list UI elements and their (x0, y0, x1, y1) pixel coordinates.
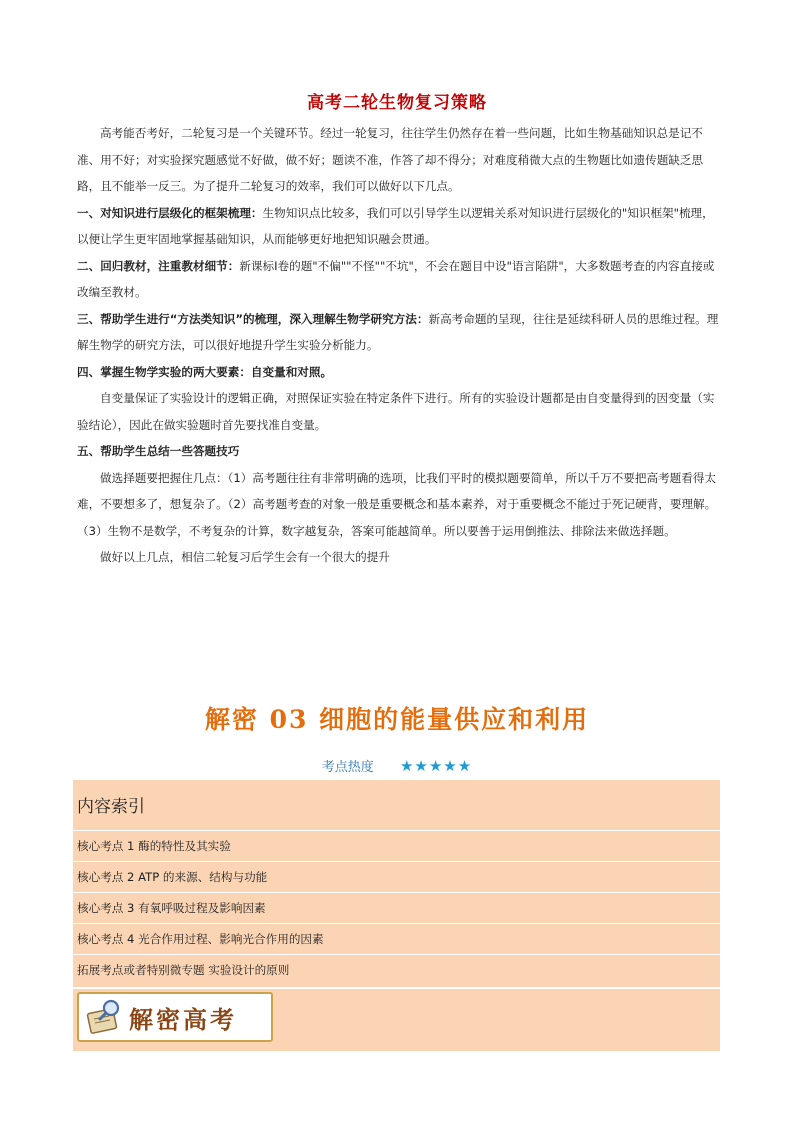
point-2-text: 新课标Ⅰ卷的题"不偏""不怪""不坑"，不会在题目中设"语言陷阱"，大多数题考查的内容直接或改编至教材。 (77, 258, 715, 299)
point-4-text: 自变量保证了实验设计的逻辑正确，对照保证实验在特定条件下进行。所有的实验设计题都是由自变量得到的因变量（实验结论），因此在做实验题时首先要找准自变量。 (77, 391, 715, 432)
closing-paragraph: 做好以上几点，相信二轮复习后学生会有一个很大的提升 (100, 550, 390, 564)
index-item-5: 拓展考点或者特别微专题 实验设计的原则 (73, 954, 720, 985)
heat-label: 考点热度 (321, 760, 374, 775)
strategy-title: 高考二轮生物复习策略 (307, 93, 487, 113)
index-item-4: 核心考点 4 光合作用过程、影响光合作用的因素 (73, 923, 720, 954)
content-index-box (73, 780, 720, 987)
point-5-heading: 五、帮助学生总结一些答题技巧 (77, 444, 240, 458)
jiemi-gaokao-logo (77, 992, 273, 1042)
point-3 (77, 306, 722, 359)
index-item-1: 核心考点 1 酶的特性及其实验 (73, 830, 720, 861)
strategy-body (77, 120, 722, 571)
point-1-text: 生物知识点比较多，我们可以引导学生以逻辑关系对知识进行层级化的"知识框架"梳理，以便让学生更牢固地掌握基础知识，从而能够更好地把知识融会贯通。 (77, 205, 714, 246)
index-item-2: 核心考点 2 ATP 的来源、结构与功能 (73, 861, 720, 892)
index-title: 内容索引 (77, 797, 145, 817)
point-1 (77, 200, 722, 253)
logo-text: 解密高考 (129, 1005, 237, 1034)
point-3-heading: 三、帮助学生进行“方法类知识”的梳理，深入理解生物学研究方法： (77, 311, 429, 326)
point-5-text: 做选择题要把握住几点：（1）高考题往往有非常明确的选项，比我们平时的模拟题要简单，所以千万不要把高考题看得太难，不要想多了，想复杂了。（2）高考题考查的对象一般是重要概念和基本素养，对于重要概念不能过于死记硬背，要理解。（3）生物不是数学，不考复杂的计算，数字越复杂，答案可能越简单。所以要善于运用倒推法、排除法来做选择题。 (77, 470, 717, 538)
heat-stars: ★★★★★ (399, 757, 473, 775)
heat-rating (0, 756, 794, 775)
logo-box (73, 989, 720, 1051)
point-1-heading: 一、对知识进行层级化的框架梳理： (77, 205, 263, 220)
point-2-heading: 二、回归教材，注重教材细节： (77, 258, 240, 273)
magnifier-book-icon (85, 997, 125, 1037)
point-2 (77, 253, 722, 306)
point-4-heading: 四、掌握生物学实验的两大要素：自变量和对照。 (77, 364, 333, 379)
chapter-title: 解密 03 细胞的能量供应和利用 (204, 705, 590, 734)
index-item-3: 核心考点 3 有氧呼吸过程及影响因素 (73, 892, 720, 923)
point-3-text: 新高考命题的呈现，往往是延续科研人员的思维过程。理解生物学的研究方法，可以很好地提升学生实验分析能力。 (77, 311, 719, 352)
intro-paragraph: 高考能否考好，二轮复习是一个关键环节。经过一轮复习，往往学生仍然存在着一些问题，比如生物基础知识总是记不准、用不好；对实验探究题感觉不好做，做不好；题读不准，作答了却不得分；对难度稍微大点的生物题比如遗传题缺乏思路，且不能举一反三。为了提升二轮复习的效率，我们可以做好以下几点。 (77, 126, 704, 193)
